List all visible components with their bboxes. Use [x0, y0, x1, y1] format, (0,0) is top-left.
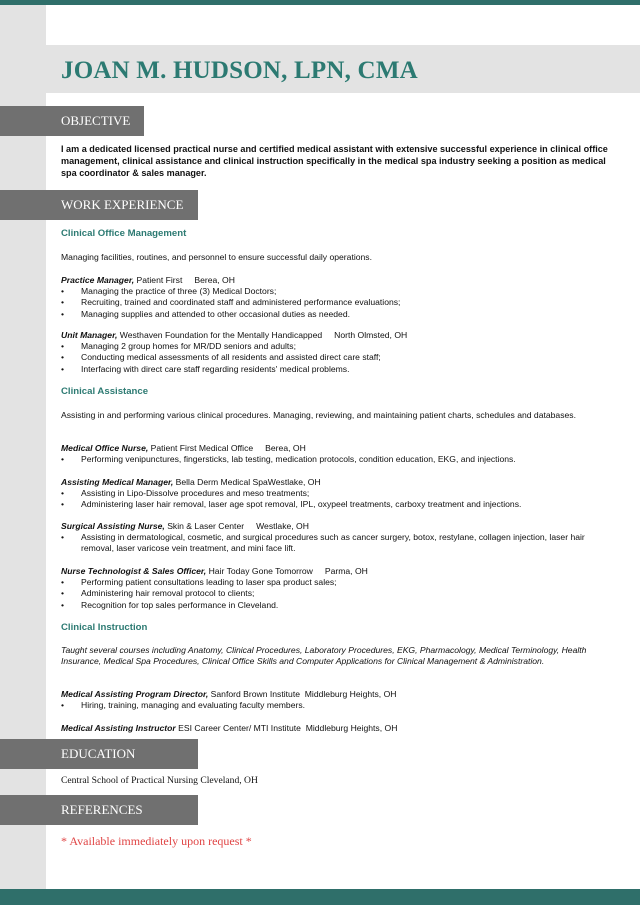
job-unit-manager: [61, 330, 609, 375]
job-org: Patient First: [136, 275, 183, 285]
job-location: Middleburg Heights, OH: [304, 689, 397, 699]
objective-text: I am a dedicated licensed practical nurse and certified medical assistant with extensive successful experience in clinical office management, clinical assistance and clinical instruction specifically in the medical spa industry seeking a position as medical spa coordinator & sales manager.: [61, 144, 608, 178]
job-location: Middleburg Heights, OH: [305, 723, 398, 733]
education-heading: EDUCATION: [0, 739, 198, 769]
subsection-title-instruction: Clinical Instruction: [61, 622, 148, 633]
job-header: [61, 443, 609, 454]
job-role: Medical Assisting Instructor: [61, 723, 176, 733]
job-surgical-assisting-nurse: [61, 521, 609, 555]
education-text: Central School of Practical Nursing Cleveland, OH: [61, 775, 258, 786]
job-bullet: • Assisting in Lipo-Dissolve procedures and meso treatments;: [61, 488, 609, 499]
job-location: Berea, OH: [265, 443, 306, 453]
job-bullet: • Managing supplies and attended to other occasional duties as needed.: [61, 309, 609, 320]
job-program-director: [61, 689, 609, 711]
job-bullet: • Administering laser hair removal, laser age spot removal, IPL, oxypeel treatments, carboxy treatment and injections.: [61, 499, 609, 510]
job-org: Hair Today Gone Tomorrow: [208, 566, 313, 576]
job-org: ESI Career Center/ MTI Institute: [178, 723, 301, 733]
management-intro: Managing facilities, routines, and personnel to ensure successful daily operations.: [61, 252, 372, 262]
subsection-title-assistance: Clinical Assistance: [61, 386, 149, 397]
job-role: Assisting Medical Manager,: [61, 477, 174, 487]
job-header: [61, 689, 609, 700]
job-bullet: • Interfacing with direct care staff regarding residents' medical problems.: [61, 364, 609, 375]
job-org: Sanford Brown Institute: [210, 689, 300, 699]
job-header: [61, 330, 609, 341]
job-bullet: • Hiring, training, managing and evaluating faculty members.: [61, 700, 609, 711]
job-bullet: • Recruiting, trained and coordinated staff and administered performance evaluations;: [61, 297, 609, 308]
job-bullet: • Assisting in dermatological, cosmetic, and surgical procedures such as cancer surgery, botox, restylane, collagen injection, laser hair removal, laser varicose vein treatment, and mini face lift.: [61, 532, 609, 554]
job-role: Nurse Technologist & Sales Officer,: [61, 566, 207, 576]
job-location: North Olmsted, OH: [334, 330, 408, 340]
objective-heading: OBJECTIVE: [0, 106, 144, 136]
job-medical-office-nurse: [61, 443, 609, 465]
job-org: Bella Derm Medical SpaWestlake, OH: [175, 477, 321, 487]
job-org: Skin & Laser Center: [167, 521, 245, 531]
job-header: [61, 477, 609, 488]
top-accent-bar: [0, 0, 640, 5]
job-org: Patient First Medical Office: [150, 443, 254, 453]
job-bullet: • Managing the practice of three (3) Medical Doctors;: [61, 286, 609, 297]
job-location: Berea, OH: [194, 275, 235, 285]
bottom-accent-bar: [0, 889, 640, 905]
assistance-intro: Assisting in and performing various clinical procedures. Managing, reviewing, and maintaining patient charts, schedules and databases.: [61, 410, 576, 420]
job-header: [61, 723, 609, 734]
job-role: Medical Office Nurse,: [61, 443, 149, 453]
references-text: * Available immediately upon request *: [61, 834, 252, 848]
job-assisting-medical-manager: [61, 477, 609, 511]
job-location: Parma, OH: [324, 566, 368, 576]
job-header: [61, 566, 609, 577]
job-role: Unit Manager,: [61, 330, 118, 340]
job-bullet: • Conducting medical assessments of all residents and assisted direct care staff;: [61, 352, 609, 363]
job-bullet: • Recognition for top sales performance in Cleveland.: [61, 600, 609, 611]
job-location: Westlake, OH: [256, 521, 309, 531]
candidate-name: JOAN M. HUDSON, LPN, CMA: [61, 57, 418, 84]
job-instructor: [61, 723, 609, 734]
job-bullet: • Managing 2 group homes for MR/DD seniors and adults;: [61, 341, 609, 352]
job-org: Westhaven Foundation for the Mentally Handicapped: [119, 330, 323, 340]
subsection-title-management: Clinical Office Management: [61, 228, 187, 239]
job-bullet: • Administering hair removal protocol to clients;: [61, 588, 609, 599]
job-bullet: • Performing venipunctures, fingersticks, lab testing, medication protocols, condition education, EKG, and injections.: [61, 454, 609, 465]
job-practice-manager: [61, 275, 609, 320]
job-nurse-technologist: [61, 566, 609, 611]
job-header: [61, 275, 609, 286]
references-heading: REFERENCES: [0, 795, 198, 825]
instruction-intro: Taught several courses including Anatomy, Clinical Procedures, Laboratory Procedures, EKG, Pharmacology, Medical Terminology, Health Insurance, Medical Spa Procedures, Clinical Office Skills and Computer Applications for Clinical Management & Administration.: [61, 645, 587, 667]
job-role: Practice Manager,: [61, 275, 135, 285]
job-role: Medical Assisting Program Director,: [61, 689, 209, 699]
work-experience-heading: WORK EXPERIENCE: [0, 190, 198, 220]
job-role: Surgical Assisting Nurse,: [61, 521, 165, 531]
job-header: [61, 521, 609, 532]
job-bullet: • Performing patient consultations leading to laser spa product sales;: [61, 577, 609, 588]
